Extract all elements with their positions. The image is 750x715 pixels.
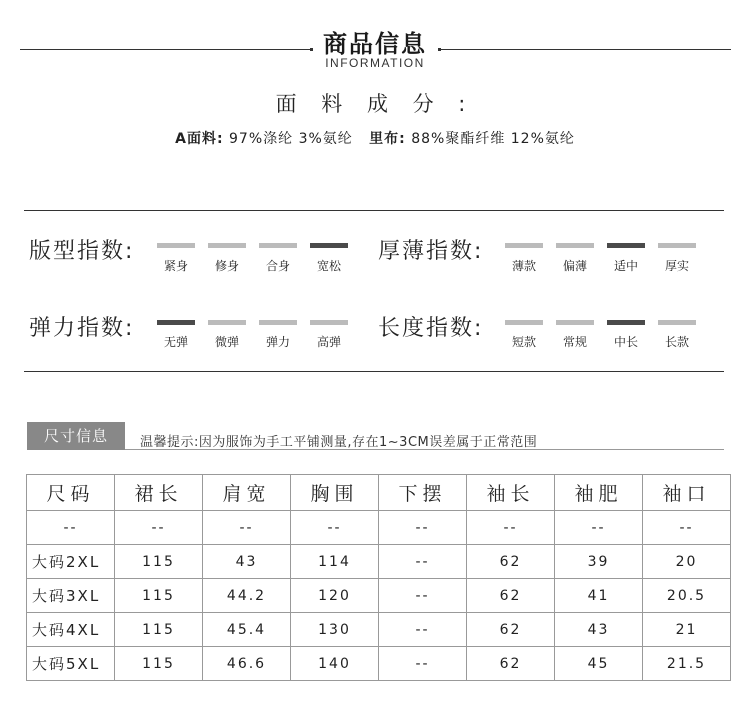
size-code-cell: 大码3XL [27,579,115,613]
measurement-cell: 115 [115,545,203,579]
stretch-option-label: 无弹 [163,335,188,349]
measurement-cell: -- [379,545,467,579]
measurement-cell: -- [379,647,467,681]
thickness-bar-3-selected [607,243,645,248]
thickness-index-label: 厚薄指数: [378,239,484,264]
length-option-label: 长款 [664,335,689,349]
measurement-cell: 114 [291,545,379,579]
stretch-option-label: 高弹 [316,335,341,349]
length-bar-3-selected [607,320,645,325]
stretch-bar-4 [310,320,348,325]
measurement-cell: -- [115,511,203,545]
length-bar-1 [505,320,543,325]
fit-option-label: 宽松 [316,259,341,273]
thickness-option-label: 适中 [613,259,638,273]
measurement-cell: 45.4 [203,613,291,647]
stretch-bar-3 [259,320,297,325]
measurement-cell: 20 [643,545,731,579]
index-bottom-rule [24,371,724,372]
thickness-bar-2 [556,243,594,248]
measurement-cell: 41 [555,579,643,613]
size-code-cell: 大码2XL [27,545,115,579]
length-option-label: 常规 [562,335,587,349]
measurement-cell: 43 [203,545,291,579]
fit-option-label: 合身 [265,259,290,273]
fit-bar-1 [157,243,195,248]
size-table-header-cell: 袖肥 [555,475,643,511]
fit-option-label: 修身 [214,259,239,273]
measurement-cell: 39 [555,545,643,579]
table-row [27,647,731,681]
size-table-header-row [27,475,731,511]
size-table-header-cell: 尺码 [27,475,115,511]
fabric-composition [0,128,750,148]
table-row [27,545,731,579]
outer-fabric-label: A面料: [175,131,224,147]
size-code-cell: 大码4XL [27,613,115,647]
fit-index-label: 版型指数: [29,239,135,264]
measurement-cell: 115 [115,579,203,613]
lining-value: 88%聚酯纤维 12%氨纶 [411,131,575,147]
size-table-header-cell: 袖口 [643,475,731,511]
measurement-cell: 21.5 [643,647,731,681]
fit-bar-2 [208,243,246,248]
size-table-header-cell: 下摆 [379,475,467,511]
thickness-option-label: 薄款 [511,259,536,273]
measurement-cell: -- [467,511,555,545]
table-row [27,613,731,647]
measurement-cell: 120 [291,579,379,613]
table-row [27,511,731,545]
fit-bar-4-selected [310,243,348,248]
stretch-bar-1-selected [157,320,195,325]
measurement-cell: 62 [467,647,555,681]
measurement-cell: -- [203,511,291,545]
length-index-label: 长度指数: [378,316,484,341]
measurement-cell: 20.5 [643,579,731,613]
length-option-label: 中长 [613,335,638,349]
measurement-cell: -- [379,579,467,613]
measurement-cell: 46.6 [203,647,291,681]
size-table-header-cell: 裙长 [115,475,203,511]
measurement-cell: -- [291,511,379,545]
table-row [27,579,731,613]
stretch-bar-2 [208,320,246,325]
fabric-heading: 面 料 成 分 : [275,92,475,116]
thickness-option-label: 偏薄 [562,259,587,273]
size-table-header-cell: 胸围 [291,475,379,511]
fit-bar-3 [259,243,297,248]
size-code-cell: 大码5XL [27,647,115,681]
measurement-cell: 44.2 [203,579,291,613]
measurement-cell: 21 [643,613,731,647]
measurement-cell: 62 [467,579,555,613]
measurement-cell: 140 [291,647,379,681]
stretch-option-label: 微弹 [214,335,239,349]
size-code-cell: -- [27,511,115,545]
index-top-rule [24,210,724,211]
measurement-cell: 45 [555,647,643,681]
measurement-cell: -- [379,613,467,647]
size-table [26,474,731,681]
thickness-bar-1 [505,243,543,248]
outer-fabric-value: 97%涤纶 3%氨纶 [229,131,353,147]
lining-label: 里布: [369,131,406,147]
measurement-cell: 62 [467,613,555,647]
length-bar-2 [556,320,594,325]
thickness-bar-4 [658,243,696,248]
measurement-cell: 115 [115,613,203,647]
length-bar-4 [658,320,696,325]
measurement-cell: -- [379,511,467,545]
size-table-header-cell: 袖长 [467,475,555,511]
measurement-cell: -- [643,511,731,545]
fit-option-label: 紧身 [163,259,188,273]
size-info-tag: 尺寸信息 [27,422,125,450]
size-table-header-cell: 肩宽 [203,475,291,511]
measurement-cell: 43 [555,613,643,647]
measurement-cell: 130 [291,613,379,647]
measurement-tip: 温馨提示:因为服饰为手工平铺测量,存在1~3CM误差属于正常范围 [140,435,538,450]
measurement-cell: -- [555,511,643,545]
stretch-index-label: 弹力指数: [29,316,135,341]
page-title: 商品信息 [323,30,427,58]
length-option-label: 短款 [511,335,536,349]
measurement-cell: 115 [115,647,203,681]
measurement-cell: 62 [467,545,555,579]
stretch-option-label: 弹力 [265,335,290,349]
thickness-option-label: 厚实 [664,259,689,273]
page-subtitle: INFORMATION [325,56,425,70]
